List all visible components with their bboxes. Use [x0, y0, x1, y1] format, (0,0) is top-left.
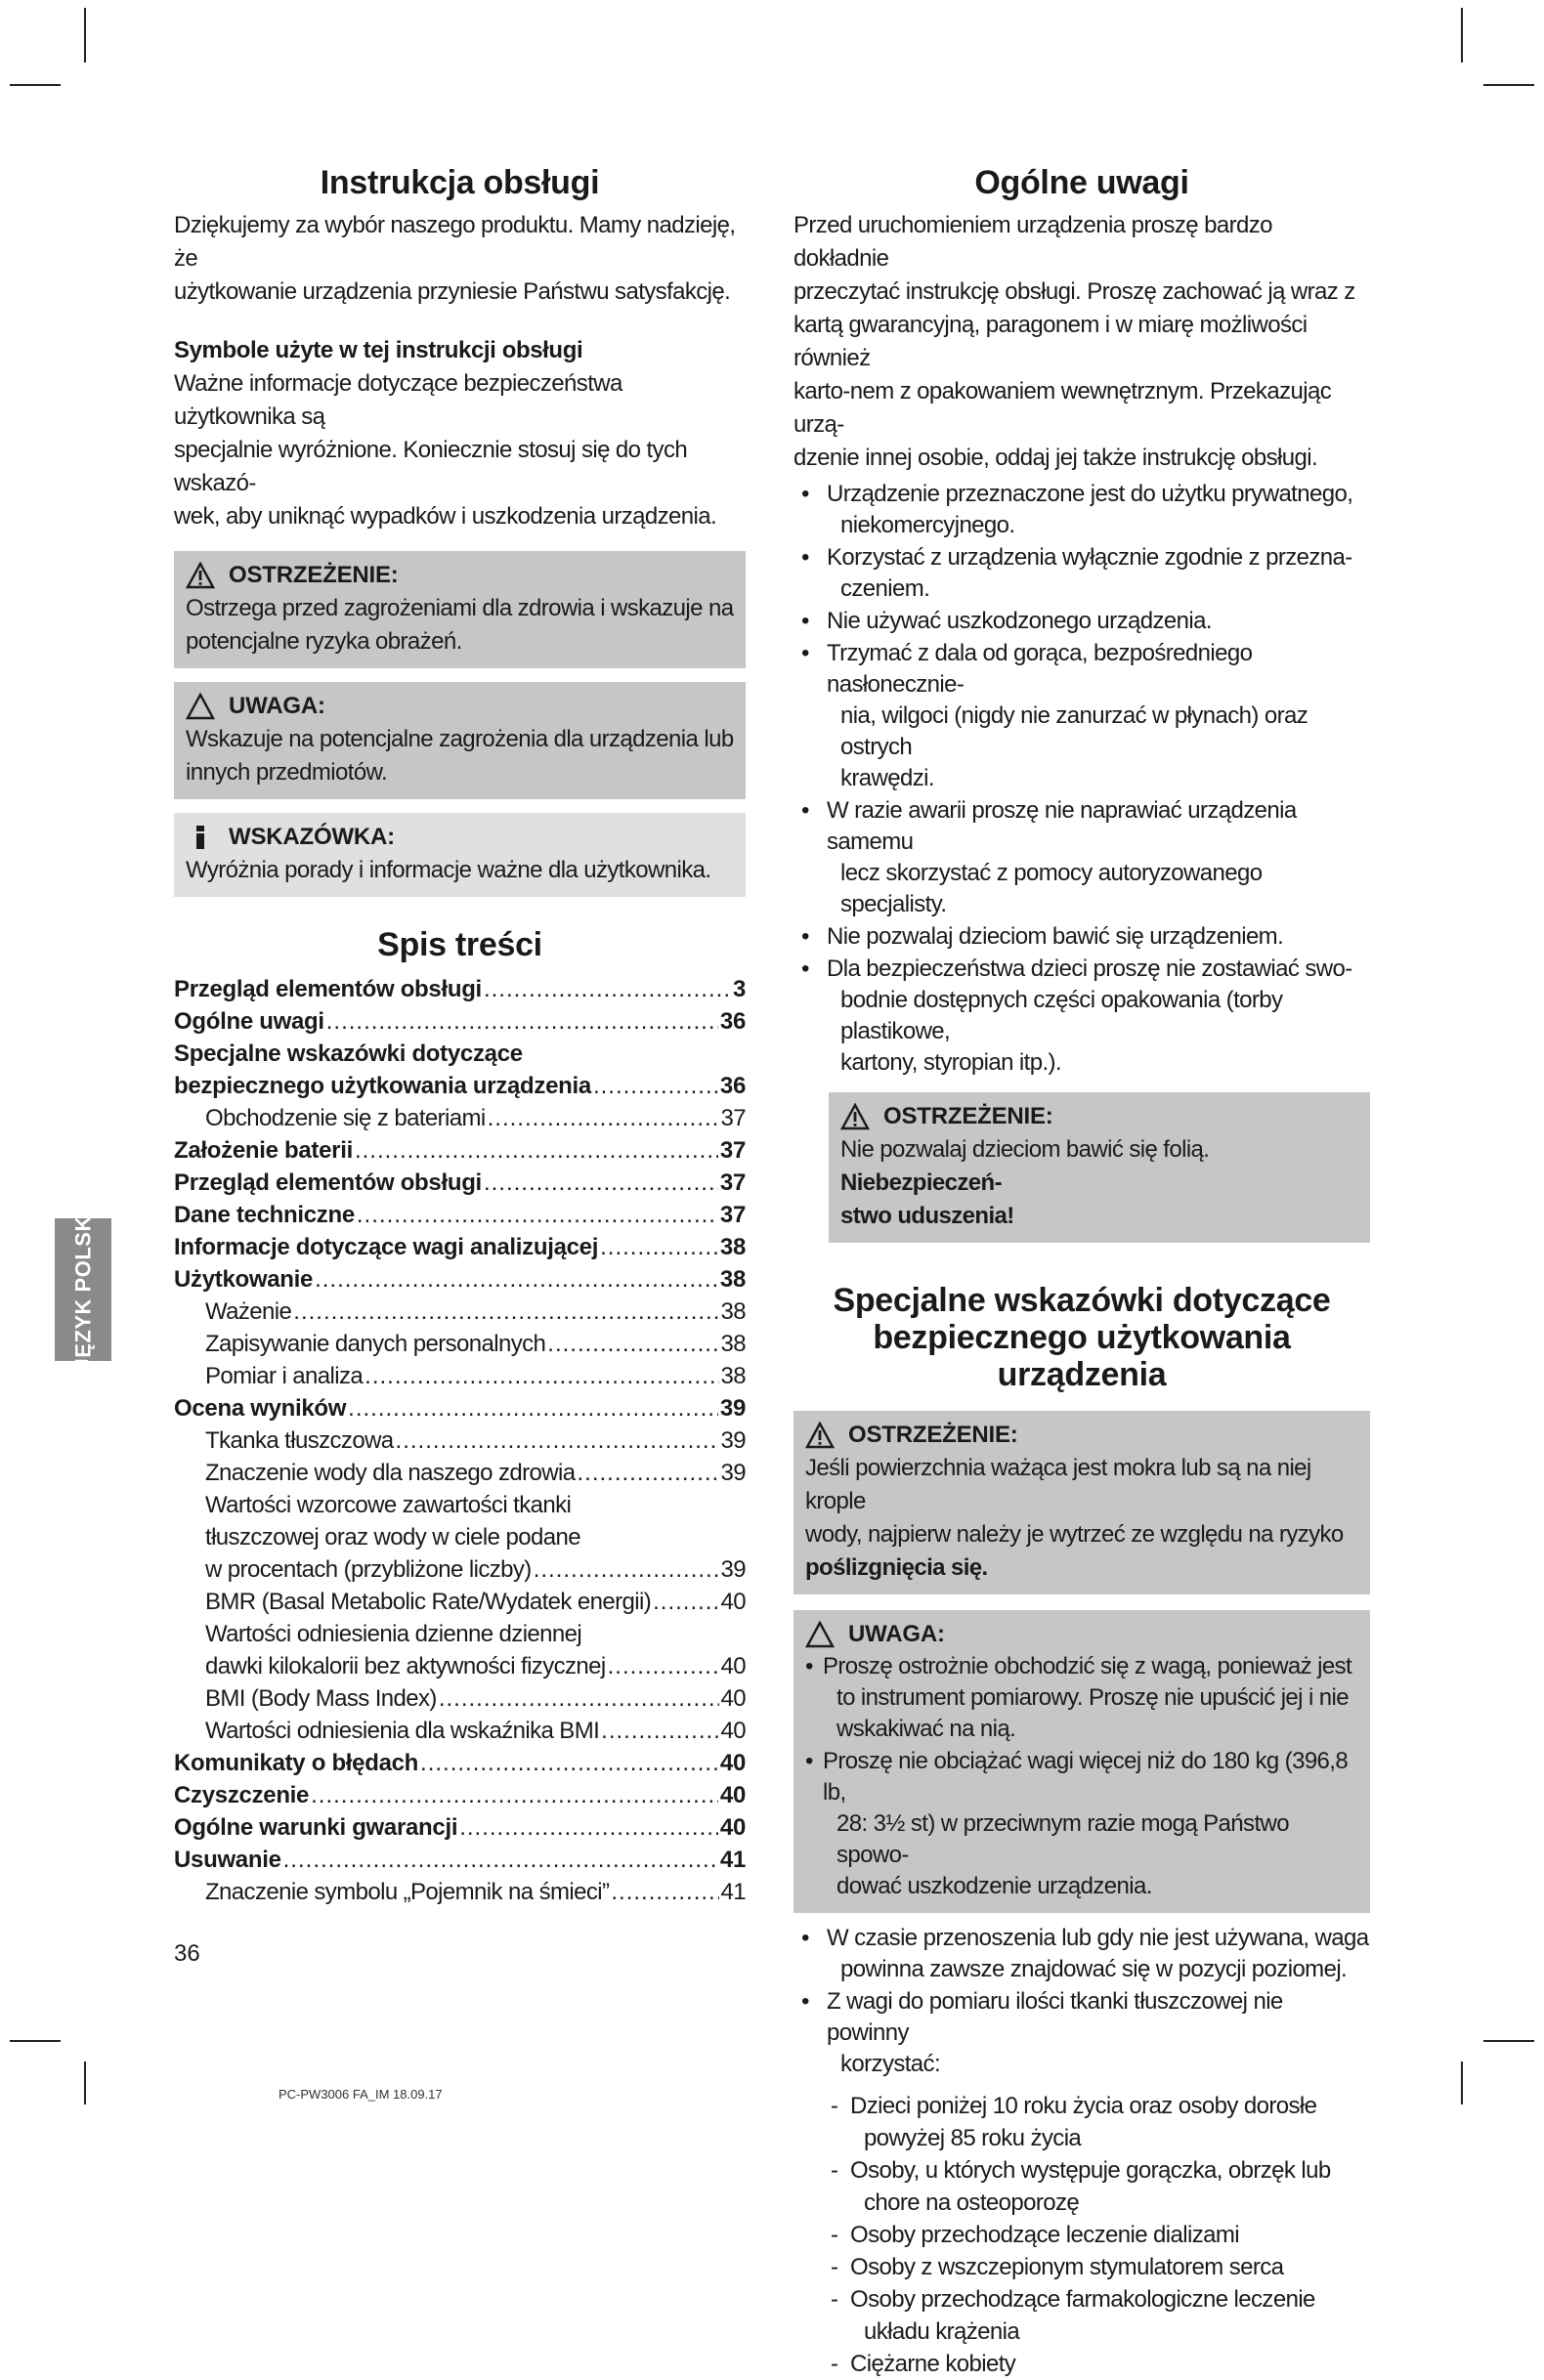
caution-title: UWAGA:	[229, 693, 325, 720]
toc-subitem[interactable]: dawki kilokalorii bez aktywności fizycznej ..... 40	[174, 1650, 746, 1682]
caution-list	[797, 1651, 1358, 1902]
list-item: - Osoby z wszczepionym stymulatorem serca	[793, 2251, 1370, 2283]
left-column	[174, 164, 746, 1908]
toc-subitem[interactable]: Wartości odniesienia dla wskaźnika BMI ..... 40	[174, 1715, 746, 1747]
list-item: • Nie używać uszkodzonego urządzenia.	[793, 606, 1370, 637]
list-item: - Ciężarne kobiety	[793, 2348, 1370, 2380]
text-line: Nie pozwalaj dzieciom bawić się folią. Niebezpieczeń-	[840, 1136, 1210, 1197]
crop-mark	[1483, 84, 1534, 86]
right-column	[793, 164, 1370, 2380]
warning-box	[793, 1411, 1370, 1594]
general-notes-list	[793, 479, 1370, 1079]
crop-mark	[1461, 8, 1463, 63]
warning-title: OSTRZEŻENIE:	[883, 1103, 1053, 1130]
list-item: • Urządzenie przeznaczone jest do użytku prywatnego, niekomercyjnego.	[793, 479, 1370, 541]
list-item: • Proszę ostrożnie obchodzić się z wagą, ponieważ jest to instrument pomiarowy. Proszę nie upuścić jej i nie wskakiwać na nią.	[797, 1651, 1358, 1745]
warning-box	[174, 551, 746, 668]
toc-title: Spis treści	[377, 926, 542, 964]
toc-item[interactable]: Usuwanie ..... 41	[174, 1844, 746, 1876]
toc-subitem[interactable]: w procentach (przybliżone liczby) ..... 39	[174, 1553, 746, 1586]
toc-subitem[interactable]: Obchodzenie się z bateriami ..... 37	[174, 1102, 746, 1134]
toc-item[interactable]: Informacje dotyczące wagi analizującej ..... 38	[174, 1231, 746, 1263]
text-line: dzenie innej osobie, oddaj jej także instrukcję obsługi.	[793, 445, 1318, 472]
text-line: specjalnie wyróżnione. Koniecznie stosuj się do tych wskazó-	[174, 437, 688, 497]
symbols-heading: Symbole użyte w tej instrukcji obsługi	[174, 337, 583, 364]
list-item: • Dla bezpieczeństwa dzieci proszę nie zostawiać swo- bodnie dostępnych części opakowania (torby plastikowe, kartony, styropian itp.).	[793, 954, 1370, 1079]
toc-item[interactable]: Założenie baterii ..... 37	[174, 1134, 746, 1167]
note-title: WSKAZÓWKA:	[229, 824, 395, 851]
list-item: • Proszę nie obciążać wagi więcej niż do 180 kg (396,8 lb, 28: 3½ st) w przeciwnym razie mogą Państwo spowo- dować uszkodzenie urządzenia.	[797, 1746, 1358, 1902]
caution-icon	[805, 1621, 835, 1648]
toc-item[interactable]: Czyszczenie ..... 40	[174, 1779, 746, 1811]
toc-item[interactable]: bezpiecznego użytkowania urządzenia ..... 36	[174, 1070, 746, 1102]
toc-item[interactable]: Ocena wyników ..... 39	[174, 1392, 746, 1424]
text-line: Dziękujemy za wybór naszego produktu. Mamy nadzieję, że	[174, 212, 736, 273]
list-item: • W czasie przenoszenia lub gdy nie jest używana, waga powinna zawsze znajdować się w pozycji poziomej.	[793, 1923, 1370, 1985]
toc-item[interactable]: Przegląd elementów obsługi ..... 37	[174, 1167, 746, 1199]
caution-icon	[186, 693, 215, 720]
warning-box	[829, 1092, 1370, 1243]
title-line: Specjalne wskazówki dotyczące	[833, 1282, 1331, 1320]
list-item: - Dzieci poniżej 10 roku życia oraz osoby dorosłe powyżej 85 roku życia	[793, 2090, 1370, 2154]
note-box	[174, 813, 746, 897]
list-item: • Trzymać z dala od gorąca, bezpośredniego nasłonecznie- nia, wilgoci (nigdy nie zanurzać w płynach) oraz ostrych krawędzi.	[793, 638, 1370, 794]
info-icon	[186, 824, 215, 851]
toc-subitem[interactable]: Tkanka tłuszczowa ..... 39	[174, 1424, 746, 1457]
safety-list	[793, 1923, 1370, 2080]
warning-icon	[840, 1103, 870, 1130]
text-line: wody, najpierw należy je wytrzeć ze względu na ryzyko	[805, 1521, 1344, 1549]
caution-box	[793, 1610, 1370, 1913]
toc-item[interactable]: Przegląd elementów obsługi ..... 3	[174, 973, 746, 1005]
toc-subitem[interactable]: Wartości odniesienia dzienne dziennej	[205, 1621, 582, 1648]
text-line: poślizgnięcia się.	[805, 1554, 988, 1582]
text-line: Wskazuje na potencjalne zagrożenia dla urządzenia lub	[186, 726, 734, 753]
list-item: - Osoby, u których występuje gorączka, obrzęk lub chore na osteoporozę	[793, 2154, 1370, 2219]
list-item: - Osoby przechodzące leczenie dializami	[793, 2219, 1370, 2251]
warning-title: OSTRZEŻENIE:	[848, 1422, 1018, 1449]
warning-icon	[186, 562, 215, 589]
toc-item[interactable]: Specjalne wskazówki dotyczące	[174, 1041, 523, 1068]
toc-subitem[interactable]: Zapisywanie danych personalnych ..... 38	[174, 1328, 746, 1360]
toc-subitem[interactable]: BMI (Body Mass Index) ..... 40	[174, 1682, 746, 1715]
text-line: potencjalne ryzyka obrażeń.	[186, 628, 462, 656]
toc-subitem[interactable]: BMR (Basal Metabolic Rate/Wydatek energii) ..... 40	[174, 1586, 746, 1618]
text-line: innych przedmiotów.	[186, 759, 388, 786]
toc-item[interactable]: Ogólne uwagi ..... 36	[174, 1005, 746, 1038]
text-line: Wyróżnia porady i informacje ważne dla użytkownika.	[186, 857, 711, 884]
toc-item[interactable]: Komunikaty o błędach ..... 40	[174, 1747, 746, 1779]
toc-subitem[interactable]: Znaczenie symbolu „Pojemnik na śmieci” ..... 41	[174, 1876, 746, 1908]
warning-title: OSTRZEŻENIE:	[229, 562, 399, 589]
text-line: stwo uduszenia!	[840, 1203, 1014, 1230]
title-line: bezpiecznego użytkowania urządzenia	[873, 1319, 1291, 1394]
toc-item[interactable]: Użytkowanie ..... 38	[174, 1263, 746, 1296]
text-line: karto-nem z opakowaniem wewnętrznym. Przekazując urzą-	[793, 378, 1332, 439]
general-notes-paragraph	[793, 209, 1370, 475]
list-item: • W razie awarii proszę nie naprawiać urządzenia samemu lecz skorzystać z pomocy autoryzowanego specjalisty.	[793, 795, 1370, 920]
caution-title: UWAGA:	[848, 1621, 945, 1648]
toc-subitem[interactable]: Znaczenie wody dla naszego zdrowia ..... 39	[174, 1457, 746, 1489]
page-title: Instrukcja obsługi	[320, 164, 600, 201]
text-line: Ważne informacje dotyczące bezpieczeństwa użytkownika są	[174, 370, 622, 431]
text-line: Przed uruchomieniem urządzenia proszę bardzo dokładnie	[793, 212, 1272, 273]
toc-item[interactable]: Ogólne warunki gwarancji ..... 40	[174, 1811, 746, 1844]
text-line: użytkowanie urządzenia przyniesie Państwu satysfakcję.	[174, 278, 731, 306]
list-item: - Osoby przechodzące farmakologiczne leczenie układu krążenia	[793, 2283, 1370, 2348]
excluded-users-list	[793, 2090, 1370, 2380]
toc-subitem[interactable]: Wartości wzorcowe zawartości tkanki	[205, 1492, 572, 1519]
list-item: • Z wagi do pomiaru ilości tkanki tłuszczowej nie powinny korzystać:	[793, 1986, 1370, 2080]
toc-subitem[interactable]: Ważenie ..... 38	[174, 1296, 746, 1328]
crop-mark	[84, 2061, 86, 2104]
table-of-contents	[174, 973, 746, 1908]
toc-subitem[interactable]: tłuszczowej oraz wody w ciele podane	[205, 1524, 580, 1551]
list-item: • Nie pozwalaj dzieciom bawić się urządzeniem.	[793, 921, 1370, 953]
warning-icon	[805, 1422, 835, 1449]
intro-paragraph	[174, 209, 746, 309]
language-tab-label: JĘZYK POLSKI	[70, 1209, 96, 1371]
text-line: Ostrzega przed zagrożeniami dla zdrowia i wskazuje na	[186, 595, 734, 622]
crop-mark	[84, 8, 86, 63]
crop-mark	[1461, 2061, 1463, 2104]
symbols-paragraph	[174, 367, 746, 533]
section-title	[793, 1282, 1370, 1393]
toc-item[interactable]: Dane techniczne ..... 37	[174, 1199, 746, 1231]
list-item: • Korzystać z urządzenia wyłącznie zgodnie z przezna- czeniem.	[793, 542, 1370, 605]
language-tab	[55, 1209, 111, 1371]
text-line: kartą gwarancyjną, paragonem i w miarę możliwości również	[793, 312, 1308, 372]
text-line: przeczytać instrukcję obsługi. Proszę zachować ją wraz z	[793, 278, 1355, 306]
text-line: Jeśli powierzchnia ważąca jest mokra lub są na niej krople	[805, 1455, 1311, 1515]
section-title: Ogólne uwagi	[974, 164, 1189, 201]
text-line: wek, aby uniknąć wypadków i uszkodzenia urządzenia.	[174, 503, 717, 531]
crop-mark	[10, 2040, 61, 2042]
crop-mark	[10, 84, 61, 86]
toc-subitem[interactable]: Pomiar i analiza ..... 38	[174, 1360, 746, 1392]
caution-box	[174, 682, 746, 799]
crop-mark	[1483, 2040, 1534, 2042]
print-footer: PC-PW3006 FA_IM 18.09.17	[279, 2087, 443, 2102]
page-number: 36	[174, 1940, 200, 1967]
